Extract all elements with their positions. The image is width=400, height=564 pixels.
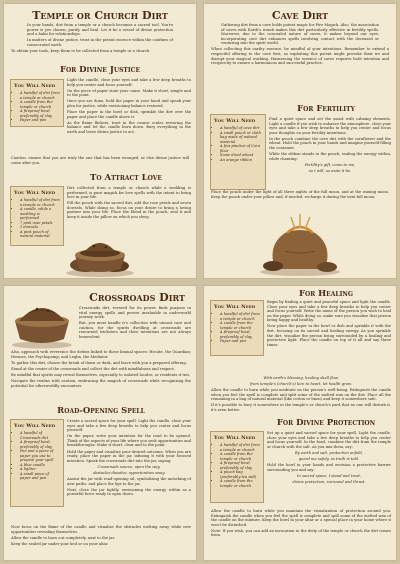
cave-pouch-illustration — [255, 211, 345, 277]
crossroads-p5: Stand at the center of the crossroads and collect the dirt with mindfulness and respect. — [11, 366, 176, 371]
fertility-chant-1: Fertility's gift, come to me, — [304, 162, 356, 167]
healing-body — [267, 300, 391, 349]
fertility-need-item: • A small pouch or cloth bag made of natural material — [220, 131, 262, 145]
road-need-item: • A blue candle — [20, 463, 60, 468]
justice-body — [67, 78, 191, 136]
healing-needs-title: You Will Need — [214, 304, 256, 310]
love-need-item: • 7 pink rose petals — [20, 221, 60, 226]
cave-title: Cave Dirt — [271, 9, 329, 22]
justice-need-item: • Paper and pen — [20, 118, 60, 123]
justice-caution: Caution: ensure that you are truly the one that has been wronged, or else divine justice will come after you. — [11, 156, 189, 165]
fertility-chant-2: so I will, so mote it be. — [308, 168, 352, 173]
healing-need-item: • Paper and pen — [220, 339, 260, 344]
road-p8: Keep the sealed jar under your bed or on your altar. — [11, 541, 109, 546]
road-chant-2: obstacles dissolve, opportunities sway. — [92, 470, 166, 475]
love-need-item: • A candle, while a wedding is performed — [20, 207, 60, 221]
justice-need-item: • A candle from the temple or church — [20, 100, 60, 109]
protection-title: For Divine Protection — [276, 418, 376, 428]
justice-need-item: • A fireproof bowl, preferably of clay — [20, 109, 60, 118]
road-needs-title: You Will Need — [14, 423, 56, 429]
fertility-needs-box — [210, 114, 266, 190]
road-need-item: • A lighter — [20, 467, 60, 472]
protection-p4: Note: If you wish, you can add an invocation to the deity of the temple or church the dirt comes from. — [211, 528, 391, 538]
crossroads-p3: Also, approach with reverence the deities linked to these liminal spaces: Hecate, the Guardian; Hermes, the Psychopomp; and Legba, the Mediator. — [11, 350, 191, 359]
page-cave-dirt — [203, 3, 397, 279]
healing-need-item: • A candle from the temple or church — [220, 321, 260, 330]
road-p7: Allow the candle to burn out completely, next to the jar. — [11, 535, 116, 540]
healing-need-item: • A handful of dirt from a temple or church — [220, 312, 260, 321]
love-needs-title: You Will Need — [14, 190, 56, 196]
healing-chant-2: from temple's (church's) lore to heart, let health grow. — [250, 382, 352, 387]
road-p6: Now focus on the flame of the candle and visualize the obstacles melting away while new opportunities revealing themselves. — [11, 525, 191, 534]
justice-p5: As the flame flickers, trust in the cosmic scales restoring the balance and let the candle burn down. Bury everything in the earth and leave divine justice to act. — [67, 120, 191, 134]
protection-need-item: • A candle from the temple or church — [220, 479, 260, 488]
road-footer — [11, 525, 191, 548]
protection-footer — [211, 509, 391, 540]
road-need-item: • A handful of Crossroads dirt — [20, 431, 60, 440]
fertility-need-item: • Some dried wheat — [220, 153, 262, 158]
healing-chant-1: With earth's blessing, healing shall flow, — [263, 376, 339, 380]
fertility-p4: Place the pouch under the light of all three nights of the full moon, and at the waxing moon. Keep the pouch under your pillow and, if needed, recharge it during the next full moon. — [211, 190, 389, 199]
healing-p4: If it's possible to bury it somewhere in the temple's or church's yard that no one will disturb it, it's even better. — [211, 403, 391, 413]
love-p2: Fill the pouch with the sacred dirt, add the rose petals and seven dowsels. While doing so, focus on your desire to bring a loving partner into your life. Place the blend in the pouch, seal it and keep it inside the pillow on which you sleep. — [67, 201, 191, 220]
road-p5: Next, close the jar tightly, envisioning the energy within as a powerful force ready to open doors. — [67, 487, 191, 497]
healing-p2: Now place the paper in the bowl or dish and sprinkle it with the dirt, focusing on its sacred and healing energy. As you sprinkle the dirt, visualize the person being surrounded by a healing and protective light. Place the candle on top of it all and say three times: — [267, 324, 391, 347]
fertility-title: For Fertility — [297, 104, 355, 114]
page-healing-protection — [203, 285, 397, 561]
crossroads-body — [11, 350, 191, 390]
healing-needs-box — [210, 300, 264, 356]
page-temple-dirt — [3, 3, 197, 279]
healing-title: For Healing — [298, 289, 354, 299]
cave-section — [211, 9, 389, 67]
crossroads-title: Crossroads Dirt — [89, 291, 185, 304]
page-crossroads-dirt — [3, 285, 197, 561]
road-needs-box — [10, 419, 64, 507]
protection-body — [267, 431, 391, 486]
crossroads-p7: Navigate the realms with caution, embracing the magick of crossroads while recognizing the potential for otherworldly encounters. — [11, 378, 191, 388]
temple-p2: In matters of divine justice, trust in the potent essence within the confines of consecrated earth. — [27, 38, 173, 47]
temple-p3: To obtain your tools, keep them to be collected from a temple or a church. — [11, 48, 151, 53]
justice-needs-box — [10, 79, 64, 127]
protection-p3: Allow the candle to burn while you maintain the visualization of protection around you. Extinguish the candle when you feel the spell is complete and spill some of the melted wax of the candle on the mixture. Keep the bowl in your altar or a special place in your home where it won't be disturbed. — [211, 509, 391, 527]
justice-p4: Place the paper in the bowl or dish, sprinkle the dirt over the paper and place the candle above it. — [67, 110, 191, 119]
road-need-item: • Pen and a piece of paper you use to prepare your spell — [20, 449, 60, 463]
crossroads-p2: But, you must handle it's collection with utmost care and caution, for the spirits dwelling at crossroads are renowned tricksters and their intentions are not always benevolent. — [79, 321, 191, 340]
temple-section — [11, 9, 189, 55]
fertility-p1: Find a quiet space and set the mood with calming elements. Light a candle if you wish to enhance the atmosphere. close your eyes and take a few deep breaths to help you center and focus your thoughts on your fertility intentions. — [269, 117, 391, 135]
protection-need-item: • A fireproof bowl, preferably of clay — [220, 461, 260, 470]
cave-p1: Gathering dirt from a cave holds potent magic for Fire Magick. Also, the association of caves with Earth's womb makes this dirt particularly effective in fertility spells. Moreover, due to the concealed nature of caves, it makes beyond our eyes, incorporating cave dirt enhances spells involving contact with the deceased or venturing into the spirit world. — [221, 23, 379, 46]
fertility-needs-title: You Will Need — [214, 118, 256, 124]
road-need-item: • A fireproof bowl, preferably of clay — [20, 440, 60, 449]
road-need-item: • A small piece of paper and pen — [20, 472, 60, 481]
road-p3: Hold the paper and visualize your desired outcome. When you are ready, place the paper in the jar, infusing it with your focused intention. Speak the crossroads dirt into the jar, saying: — [67, 449, 191, 463]
fertility-need-item: • A few pinches of Corn flour — [220, 144, 262, 153]
justice-p1: Light the candle, close your eyes and take a few deep breaths to help you center and focus yourself. — [67, 78, 191, 87]
justice-p3: Once you are done, hold the paper in your hand and speak your plea for justice, while envisioning balance restored. — [67, 99, 191, 108]
protection-need-item: • A pouch bag (preferably tea salt) — [220, 470, 260, 479]
love-need-item: • 1 dowsels — [20, 225, 60, 230]
fertility-p2: In the pouch combine the cave dirt with the cornflower and the wheat. Hold the pouch in your hands and imagine yourself filling the container. — [269, 136, 391, 151]
protection-chant-3: In sacred space, I stand and trust, — [296, 473, 362, 478]
cave-p2: When collecting this earthy essence, be mindful of your intentions. Remember to extend a respectful offering to the cave first, as exploiting this potent might provoke their ire and disrupt your magical working. Harnessing the essence of caves requires both intention and reciprocity to ensure a harmonious and successful practice. — [211, 47, 389, 66]
road-chant-1: Crossroads source, open the way, — [97, 464, 161, 469]
justice-title: For Divine Justice — [59, 65, 141, 75]
crossroads-bowl-illustration — [7, 289, 77, 349]
road-p2: On the paper, write your intention for the road to be opened. Think of the aspects of your life where you seek opportunities and breakthroughs. Make it short, clear and to the point. — [67, 434, 191, 448]
fertility-need-item: • A handful of cave dirt — [220, 126, 262, 131]
justice-need-item: • A handful of dirt from a temple or church — [20, 91, 60, 100]
protection-chant-2: guard me safely, as truth is told. — [298, 456, 360, 461]
fertility-p3: While the ribbon stands in the pouch, sealing the energy within, while chanting: — [269, 152, 391, 161]
crossroads-p1: Crossroads dirt, revered for its power, finds purpose in vital energy spells and proves invaluable in underworld journey work. — [79, 306, 191, 320]
love-need-item: • A handful of dirt from a temple or church — [20, 198, 60, 207]
fertility-body — [269, 117, 391, 175]
protection-p1: Set up a quiet and sacred space for your spell. Light the candle, close your eyes and take a few deep breaths to help you center and focus yourself. In the bowl, combine the dirt from the temple or church with the salt. As you mix them, say: — [267, 431, 391, 449]
protection-needs-box — [210, 431, 264, 503]
dirt-bowl-illustration — [61, 225, 139, 277]
healing-body-lower — [211, 376, 391, 414]
protection-chant-1: By earth and salt, protection unfold, — [295, 450, 363, 455]
crossroads-p4: To gather this dirt, choose the break of dawn or dusk, and leave with you a prepared offering. — [11, 360, 187, 365]
road-body — [67, 419, 191, 498]
protection-need-item: • A candle from the temple or church — [220, 452, 260, 461]
justice-needs-title: You Will Need — [14, 83, 56, 89]
temple-p1: In your hands, dirt from a temple or a church becomes a sacred tool. You're power is yes chosen, purify, and heal. Let it be a vessel of divine protection and a balm for relationships. — [27, 23, 173, 37]
road-p1: Create a sacred space for your spell. Light the candle, close your eyes and take a few deep breaths to help you center and focus yourself. — [67, 419, 191, 433]
protection-p2: Hold the bowl in your hands and envision a protective barrier surrounding you and say: — [267, 463, 391, 472]
road-p4: Anoint the jar with road-opening oil, symbolizing the unlocking of new paths, and place the lips to the jar. — [67, 477, 191, 486]
healing-p1: Begin by finding a quiet and peaceful space and light the candle. Close your eyes and take a few deep breaths to help you center and focus yourself. Write the name of the person you wish to heal on the paper. While doing so, make sure you visualize that person being happy and healthy. — [267, 300, 391, 323]
crossroads-body-top — [79, 306, 191, 341]
protection-chant-4: divine protection, surround and thrust. — [292, 479, 366, 484]
crossroads-p6: Be mindful that spirits may reveal themselves, especially to isolated locales, or residents it ties. — [11, 372, 191, 377]
protection-need-item: • A handful of dirt from a temple or church — [220, 443, 260, 452]
love-needs-box — [10, 186, 64, 246]
protection-needs-title: You Will Need — [214, 435, 256, 441]
healing-p3: Allow the candle to burn while you meditate on the person's well-being. Extinguish the candle when you feel the spell is complete and split some of the melted wax on the dirt. Place all the remaining in a bag of natural material (like cotton or linen) and keep it somewhere safe. — [211, 388, 391, 402]
temple-title: Temple or Church Dirt — [32, 9, 168, 22]
love-body — [67, 186, 191, 221]
justice-p2: On the piece of paper state your cause. Make it short, simple and to the point. — [67, 88, 191, 98]
love-title: To Attract Love — [90, 173, 162, 183]
healing-need-item: • A fireproof bowl, preferably of clay — [220, 330, 260, 339]
road-title: Road-Opening Spell — [57, 406, 145, 416]
love-need-item: • A pink pouch of natural material — [20, 230, 60, 239]
fertility-need-item: • An orange ribbon — [220, 158, 262, 163]
love-p1: Dirt collected from a temple or church while a wedding is performed, is pure magick for love spells with the intent to bring love in your life. — [67, 186, 191, 200]
